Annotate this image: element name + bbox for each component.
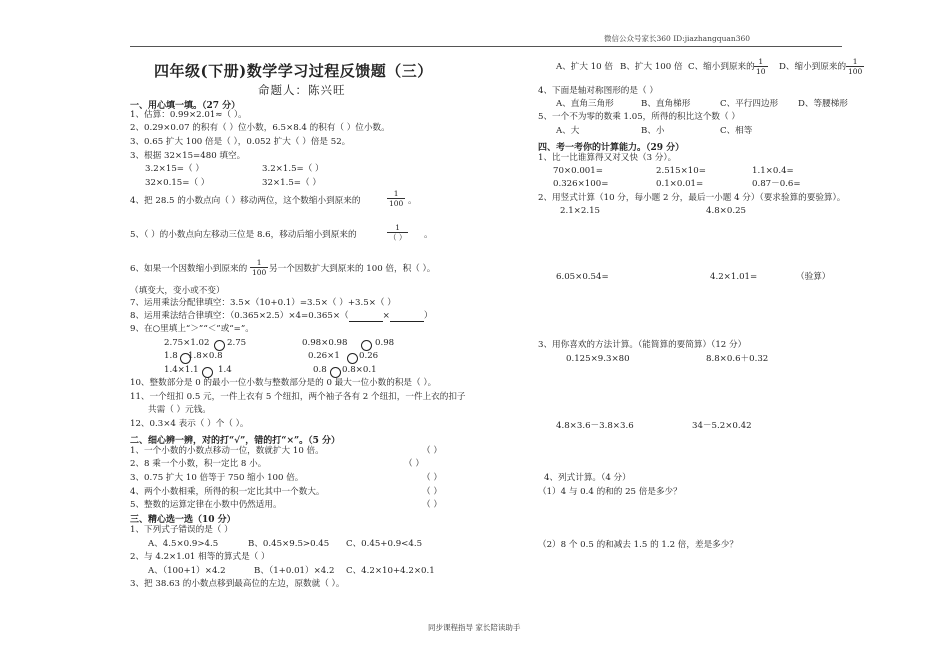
compare-right: 1.4	[218, 365, 232, 375]
option-c[interactable]: C、平行四边形	[720, 99, 779, 109]
blank-line	[390, 312, 424, 322]
page-footer: 同步课程指导 家长陪读助手	[428, 623, 521, 632]
section-4-heading: 四、考一考你的计算能力。（29 分）	[538, 143, 685, 153]
compare-right: 0.8×0.1	[342, 365, 377, 375]
fraction: $\frac{1}{100}$	[389, 189, 404, 208]
answer-bracket[interactable]: （ ）	[422, 473, 442, 483]
question-text: 5、（ ）的小数点向左移动三位是 8.6，移动后缩小到原来的	[130, 230, 357, 240]
judge-item: 4、两个小数相乘，所得的积一定比其中一个数大。	[130, 487, 325, 497]
option-a[interactable]: A、大	[556, 126, 580, 136]
check-note: （验算）	[796, 272, 831, 282]
question-text: 1、下列式子错误的是（ ）	[130, 525, 233, 535]
calc-item: 6.05×0.54=	[556, 272, 609, 282]
q9-start: 8、运用乘法结合律填空：（0.365×2.5）×4=0.365×（	[130, 311, 349, 321]
question-text: 2、与 4.2×1.01 相等的算式是（ ）	[130, 552, 270, 562]
calc-item: 0.87－0.6=	[752, 179, 801, 189]
fill-item: 3.2×1.5=（ ）	[262, 164, 324, 174]
question-text: （1）4 与 0.4 的和的 25 倍是多少？	[538, 487, 682, 497]
compare-left: 0.8	[313, 365, 327, 375]
compare-left: 1.4×1.1	[164, 365, 199, 375]
punctuation: 。	[408, 196, 417, 206]
calc-item: 70×0.001=	[553, 166, 603, 176]
question-text: 11、一个纽扣 0.5 元，一件上衣有 5 个纽扣，两个袖子各有 2 个纽扣，一件上衣的扣子	[130, 392, 466, 402]
question-text	[130, 311, 432, 322]
option-d[interactable]: D、等腰梯形	[798, 99, 848, 109]
fraction: $\frac{1}{100}$	[252, 258, 267, 277]
question-text: 1、比一比谁算得又对又快（3 分）。	[538, 153, 677, 163]
compare-left: 1.8	[164, 351, 178, 361]
calc-item: 0.125×9.3×80	[566, 354, 630, 364]
blank-line	[349, 312, 383, 322]
question-text: 共需（ ）元钱。	[148, 405, 211, 415]
compare-circle[interactable]	[347, 353, 358, 364]
question-text: 3、0.65 扩大 100 倍是（ ），0.052 扩大（ ）倍是 52。	[130, 137, 351, 147]
times-sign: ×	[382, 311, 390, 321]
judge-item: 1、一个小数的小数点移动一位，数就扩大 10 倍。	[130, 446, 324, 456]
answer-bracket[interactable]: （ ）	[422, 446, 442, 456]
calc-item: 1.1×0.4=	[752, 166, 794, 176]
compare-circle[interactable]	[214, 340, 225, 351]
question-text: 4、列式计算。（4 分）	[544, 473, 631, 483]
fill-item: 3.2×15=（ ）	[145, 164, 204, 174]
compare-right: 1.8×0.8	[188, 351, 223, 361]
calc-item: 4.8×0.25	[706, 206, 747, 216]
question-text: 10、整数部分是 0 的最小一位小数与整数部分是的 0 最大一位小数的积是（ ）。	[130, 378, 437, 388]
judge-item: 2、8 乘一个小数，积一定比 8 小。	[130, 459, 267, 469]
question-text: 1、估算：0.99×2.01≈（ ）。	[130, 110, 247, 120]
option-d[interactable]: D、缩小到原来的	[779, 62, 847, 72]
calc-item: 2.515×10=	[656, 166, 706, 176]
question-text: 2、用竖式计算（10 分，每小题 2 分，最后一小题 4 分）（要求验算的要验算）。	[538, 193, 846, 203]
calc-item: 0.1×0.01=	[656, 179, 704, 189]
fill-item: 32×0.15=（ ）	[145, 178, 210, 188]
option-a[interactable]: A、直角三角形	[556, 99, 614, 109]
question-text: 12、0.3×4 表示（ ）个（ ）。	[130, 419, 249, 429]
judge-item: 3、0.75 扩大 10 倍等于 750 缩小 100 倍。	[130, 473, 304, 483]
option-c[interactable]: C、相等	[720, 126, 753, 136]
q9-end: ）	[423, 311, 433, 321]
option-a[interactable]: A、4.5×0.9>4.5	[148, 539, 219, 549]
option-b[interactable]: B、0.45×9.5>0.45	[248, 539, 330, 549]
question-text: 2、0.29×0.07 的积有（ ）位小数，6.5×8.4 的积有（ ）位小数。	[130, 123, 390, 133]
compare-left: 2.75×1.02	[164, 338, 210, 348]
option-c[interactable]: C、缩小到原来的	[688, 62, 755, 72]
option-b[interactable]: B、小	[641, 126, 665, 136]
question-text: 7、运用乘法分配律填空：3.5×（10+0.1）=3.5×（ ）+3.5×（ ）	[130, 298, 396, 308]
option-b[interactable]: B、直角梯形	[641, 99, 691, 109]
calc-item: 8.8×0.6＋0.32	[706, 354, 769, 364]
punctuation: 。	[424, 230, 433, 240]
question-text: 3、用你喜欢的方法计算。（能简算的要简算）（12 分）	[538, 340, 747, 350]
question-text: 4、下面是轴对称图形的是（ ）	[538, 86, 658, 96]
compare-right: 0.26	[359, 351, 379, 361]
option-a[interactable]: A、（100+1）×4.2	[148, 566, 226, 576]
judge-item: 5、整数的运算定律在小数中仍然适用。	[130, 500, 282, 510]
answer-bracket[interactable]: （ ）	[422, 487, 442, 497]
fill-item: 32×1.5=（ ）	[262, 178, 321, 188]
compare-circle[interactable]	[202, 367, 213, 378]
author-line: 命题人：陈兴旺	[258, 83, 346, 97]
calc-item: 4.8×3.6－3.8×3.6	[556, 421, 634, 431]
question-text: 3、把 38.63 的小数点移到最高位的左边，原数就（ ）。	[130, 579, 345, 589]
question-text: （2）8 个 0.5 的和减去 1.5 的 1.2 倍，差是多少？	[538, 540, 738, 550]
question-text: 5、一个不为零的数乘 1.05，所得的积比这个数（ ）	[538, 112, 740, 122]
compare-right: 0.98	[375, 338, 395, 348]
question-text: 9、在○里填上“＞”“＜”或“=”。	[130, 324, 254, 334]
option-b[interactable]: B、（1+0.01）×4.2	[254, 566, 335, 576]
answer-bracket[interactable]: （ ）	[404, 459, 424, 469]
calc-item: 4.2×1.01=	[710, 272, 758, 282]
calc-item: 34－5.2×0.42	[692, 421, 752, 431]
page-header: 微信公众号家长360 ID:jiazhangquan360	[604, 34, 751, 43]
compare-left: 0.98×0.98	[302, 338, 348, 348]
fraction: 1 （ ）	[389, 223, 407, 242]
option-a[interactable]: A、扩大 10 倍	[556, 62, 613, 72]
answer-bracket[interactable]: （ ）	[422, 500, 442, 510]
calc-item: 0.326×100=	[553, 179, 609, 189]
compare-circle[interactable]	[361, 340, 372, 351]
section-1-heading: 一、用心填一填。（27 分）	[130, 101, 241, 111]
section-3-heading: 三、精心选一选（10 分）	[130, 515, 236, 525]
option-b[interactable]: B、扩大 100 倍	[620, 62, 683, 72]
fraction: $\frac{1}{10}$	[756, 57, 766, 76]
question-text: 另一个因数扩大到原来的 100 倍，积（ ）。	[269, 264, 436, 274]
option-c[interactable]: C、4.2×10+4.2×0.1	[346, 566, 435, 576]
header-rule	[130, 46, 842, 47]
option-c[interactable]: C、0.45+0.9<4.5	[346, 539, 423, 549]
compare-right: 2.75	[227, 338, 247, 348]
page-title: 四年级(下册)数学学习过程反馈题（三）	[154, 62, 433, 80]
compare-circle[interactable]	[330, 367, 341, 378]
question-text: （填变大，变小或不变）	[130, 286, 225, 296]
compare-left: 0.26×1	[308, 351, 340, 361]
fraction: $\frac{1}{100}$	[848, 57, 863, 76]
question-text: 3、根据 32×15=480 填空。	[130, 151, 246, 161]
question-text: 6、如果一个因数缩小到原来的	[130, 264, 248, 274]
calc-item: 2.1×2.15	[560, 206, 601, 216]
question-text: 4、把 28.5 的小数点向（ ）移动两位，这个数缩小到原来的	[130, 196, 361, 206]
section-2-heading: 二、细心辨一辨，对的打“√”，错的打“×”。（5 分）	[130, 436, 341, 446]
